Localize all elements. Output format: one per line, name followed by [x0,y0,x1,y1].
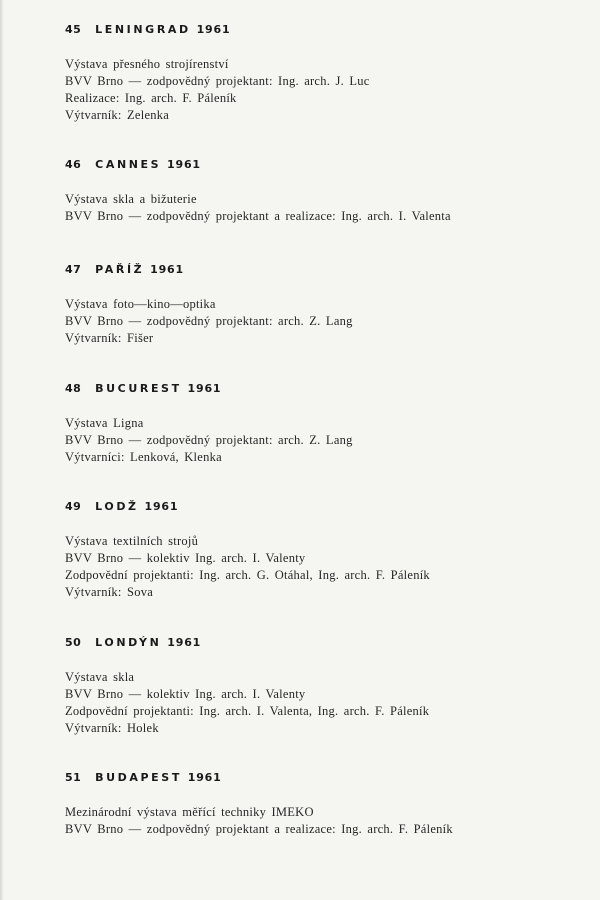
entry-detail-line: BVV Brno — zodpovědný projektant a realizace: Ing. arch. F. Páleník [65,822,453,836]
entry-number: 48 [65,382,82,395]
entry-heading [65,262,535,278]
entry-number: 46 [65,158,82,171]
entry-year: 1961 [150,263,184,276]
entry-detail-line: BVV Brno — zodpovědný projektant: arch. Z. Lang [65,433,353,447]
entry-detail-line: Zodpovědní projektanti: Ing. arch. I. Valenta, Ing. arch. F. Páleník [65,704,430,718]
entry-49 [65,499,535,601]
entry-place: BUDAPEST [95,771,182,784]
entry-detail-line: Výtvarník: Fišer [65,331,154,345]
entry-year: 1961 [187,771,222,784]
entry-place: BUCUREST [95,382,182,395]
exhibition-title: Výstava skla [65,670,135,684]
exhibition-title: Výstava Ligna [65,416,144,430]
entry-45 [65,22,535,124]
entry-heading [65,381,535,397]
entry-detail-line: Výtvarník: Sova [65,585,154,599]
exhibition-title: Výstava přesného strojírenství [65,57,229,71]
entry-detail-line: BVV Brno — zodpovědný projektant a realizace: Ing. arch. I. Valenta [65,209,451,223]
entry-place: CANNES [95,158,162,171]
entry-detail-line: Realizace: Ing. arch. F. Páleník [65,91,237,105]
entry-heading [65,22,535,38]
entry-place: LONDÝN [95,636,162,649]
entry-year: 1961 [167,158,201,171]
entry-place: LENINGRAD [95,23,191,36]
entry-heading [65,635,535,651]
entry-detail-line: BVV Brno — zodpovědný projektant: arch. Z. Lang [65,314,353,328]
entry-year: 1961 [167,636,202,649]
entry-detail-line: BVV Brno — zodpovědný projektant: Ing. arch. J. Luc [65,74,370,88]
page-edge-shadow [0,0,4,900]
entry-number: 49 [65,500,82,513]
entry-number: 45 [65,23,82,36]
entry-detail-line: Výtvarník: Zelenka [65,108,170,122]
entry-heading [65,770,535,786]
exhibition-title: Výstava foto—kino—optika [65,297,216,311]
entry-year: 1961 [144,500,179,513]
entry-detail-line: Výtvarník: Holek [65,721,159,735]
entry-place: PAŘÍŽ [95,263,145,276]
entry-number: 50 [65,636,82,649]
entry-detail-line: Výtvarníci: Lenková, Klenka [65,450,222,464]
entry-detail-line: Zodpovědní projektanti: Ing. arch. G. Otáhal, Ing. arch. F. Páleník [65,568,430,582]
exhibition-title: Výstava textilních strojů [65,534,199,548]
entry-number: 51 [65,771,82,784]
entry-number: 47 [65,263,82,276]
entry-46 [65,157,535,225]
entry-year: 1961 [196,23,231,36]
entry-heading [65,157,535,173]
exhibition-title: Výstava skla a bižuterie [65,192,197,206]
entry-place: LODŽ [95,500,139,513]
entry-heading [65,499,535,515]
entry-51 [65,770,535,838]
entry-detail-line: BVV Brno — kolektiv Ing. arch. I. Valenty [65,687,306,701]
entry-detail-line: BVV Brno — kolektiv Ing. arch. I. Valenty [65,551,306,565]
exhibition-title: Mezinárodní výstava měřící techniky IMEKO [65,805,314,819]
entry-48 [65,381,535,466]
entry-year: 1961 [187,382,222,395]
entry-50 [65,635,535,737]
entry-47 [65,262,535,347]
